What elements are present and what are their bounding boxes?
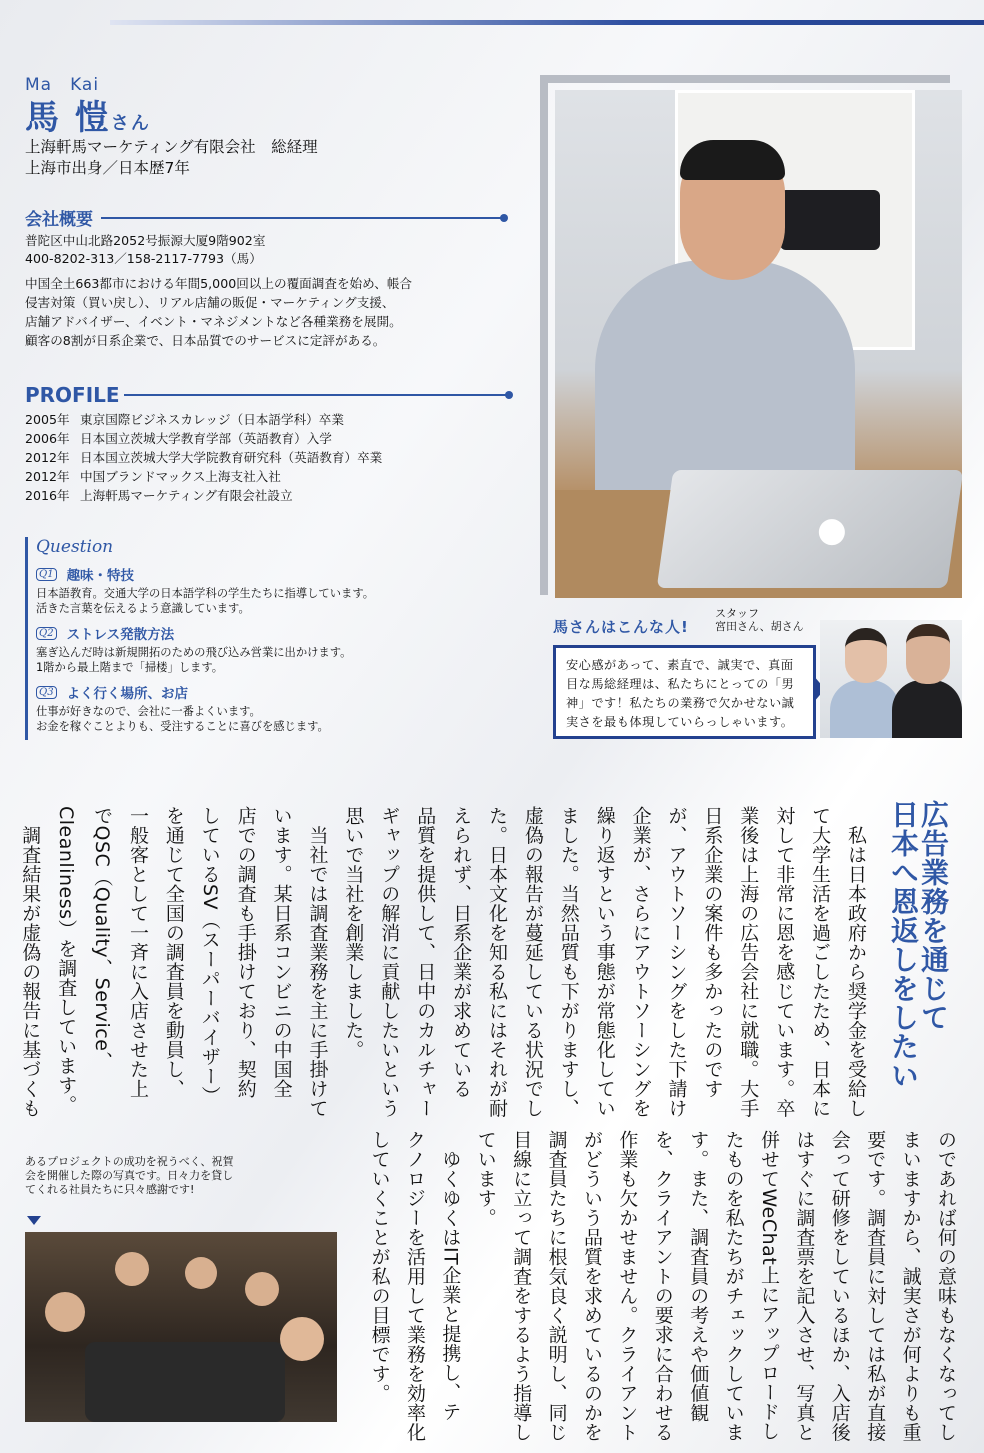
staff-1-face (845, 628, 887, 683)
company-heading (25, 205, 505, 230)
guest (245, 1272, 279, 1306)
question-title-text: よく行く場所、お店 (66, 686, 189, 702)
question-number: Q2 (36, 627, 57, 640)
article-column: 私は日本政府から奨学金を受給し (845, 806, 867, 1118)
guest (280, 1317, 324, 1361)
question-answer (36, 587, 495, 616)
article-column: 調査員たちに根気良く説明し、同じ (545, 1130, 568, 1442)
profile-row (25, 448, 382, 467)
guest (115, 1252, 149, 1286)
profile-text: 東京国際ビジネスカレッジ（日本語学科）卒業 (80, 412, 344, 427)
staff-heading: 馬さんはこんな人! (553, 618, 689, 636)
profile-heading-text: PROFILE (25, 383, 120, 407)
article-column: 目線に立って調査をするよう指導し (510, 1130, 533, 1442)
staff-1-body (830, 680, 900, 738)
answer-line: お金を稼ぐことよりも、受注することに喜びを感じます。 (36, 719, 329, 733)
profile-heading (25, 383, 510, 407)
article-column: た。日本文化を知る私にはそれが耐 (486, 806, 508, 1118)
question-number: Q1 (36, 568, 57, 581)
profile-year: 2016年 (25, 488, 70, 503)
article-column: クノロジーを活用して業務を効率化 (404, 1130, 426, 1442)
answer-line: 1階から最上階まで「掃楼」します。 (36, 660, 224, 674)
article-column: す。また、調査員の考えや価値観 (687, 1130, 710, 1423)
name-kanji-text: 馬 愷 (25, 98, 111, 138)
guest (45, 1292, 85, 1332)
article-column: います。某日系コンビニの中国全 (270, 806, 293, 1099)
question-title-text: ストレス発散方法 (66, 627, 175, 643)
question-number: Q3 (36, 686, 57, 699)
person-hair (680, 140, 785, 180)
top-rule (110, 20, 984, 25)
article-column: が、アウトソーシングをした下請け (665, 806, 688, 1118)
answer-line: 仕事が好きなので、会社に一番よくいます。 (36, 705, 261, 718)
article-column: 繰り返すという事態が常態化してい (593, 806, 616, 1118)
answer-line: 活きた言葉を伝えるよう意識しています。 (36, 601, 250, 615)
company-address: 普陀区中山北路2052号振源大厦9階902室 (25, 233, 266, 248)
article-column: 作業も欠かせません。クライアント (616, 1130, 639, 1442)
article-column: ギャップの解消に貢献したいという (378, 806, 401, 1118)
article-column: 業後は上海の広告会社に就職。大手 (737, 806, 760, 1118)
article-column: 一般客として一斉に入店させた上 (127, 806, 149, 1099)
company-description (25, 274, 412, 350)
profile-year: 2012年 (25, 450, 70, 465)
article-column: がどういう品質を求めているのかを (581, 1130, 603, 1442)
profile-text: 中国ブランドマックス上海支社入社 (80, 469, 281, 484)
article-column: 日系企業の案件も多かったのです (701, 806, 724, 1099)
origin: 上海市出身／日本歴7年 (25, 159, 190, 177)
article-column: えられず、日系企業が求めている (450, 806, 473, 1099)
staff-comment-bubble: 安心感があって、素直で、誠実で、真面目な馬総経理は、私たちにとっての「男神」です！私たちの業務で欠かせない誠実さを最も体現していらっしゃいます。 (553, 645, 816, 739)
profile-year: 2005年 (25, 412, 70, 427)
heading-rule (101, 217, 505, 219)
profile-list (25, 410, 382, 505)
company-phone: 400-8202-313／158-2117-7793（馬） (25, 251, 262, 266)
table (85, 1342, 285, 1422)
question-heading: Question (36, 537, 114, 557)
staff-2-body (892, 680, 962, 738)
article-column: Cleanliness）を調査しています。 (55, 806, 78, 1115)
answer-line: 日本語教育。交通大学の日本語学科の学生たちに指導しています。 (36, 587, 375, 600)
desc-line: 中国全土663都市における年間5,000回以上の覆面調査を始め、帳合 (25, 276, 413, 291)
article-column: を、クライアントの要求に合わせる (651, 1130, 674, 1442)
staff-2-face (906, 624, 950, 684)
headline-line-2: 日本へ恩返しをしたい (887, 800, 920, 1090)
article-column: 対して非常に恩を感じています。卒 (773, 806, 796, 1118)
article-column: 企業が、さらにアウトソーシングを (629, 806, 652, 1118)
profile-row (25, 410, 382, 429)
article-column: ゆくゆくはIT企業と提携し、テ (439, 1130, 462, 1422)
staff-photo (820, 620, 962, 738)
article-column: 調査結果が虚偽の報告に基づくも (19, 806, 42, 1118)
article-column: ています。 (474, 1130, 497, 1228)
article-column: のであれば何の意味もなくなってし (935, 1130, 957, 1442)
headline-line-1: 広告業務を通じて (917, 800, 950, 1032)
profile-text: 上海軒馬マーケティング有限会社設立 (80, 488, 293, 503)
article-column: まいますから、誠実さが何よりも重 (899, 1130, 922, 1442)
laptop (657, 470, 962, 588)
caption-arrow-icon (27, 1216, 41, 1225)
article-column: 要です。調査員に対しては私が直接 (864, 1130, 887, 1442)
article-column: でQSC（Quality、Service、 (91, 806, 114, 1071)
question-title (36, 623, 495, 643)
portrait-photo (555, 90, 962, 598)
desc-line: 顧客の8割が日系企業で、日本品質でのサービスに定評がある。 (25, 333, 386, 348)
bag (780, 190, 880, 250)
profile-text: 日本国立茨城大学教育学部（英語教育）入学 (80, 431, 332, 446)
apple-logo-icon: ● (817, 510, 847, 550)
party-photo (25, 1232, 337, 1422)
heading-rule (124, 394, 510, 396)
article-column: しているSV（スーパーバイザー） (198, 806, 221, 1106)
profile-row (25, 486, 382, 505)
staff-label (715, 607, 804, 633)
question-title (36, 564, 495, 584)
profile-text: 日本国立茨城大学大学院教育研究科（英語教育）卒業 (80, 450, 383, 465)
question-title (36, 682, 495, 702)
question-title-text: 趣味・特技 (66, 568, 135, 584)
guest (185, 1257, 217, 1289)
profile-year: 2012年 (25, 469, 70, 484)
article-column: て大学生活を過ごしたため、日本に (809, 806, 832, 1118)
name-kanji (25, 90, 151, 139)
profile-year: 2006年 (25, 431, 70, 446)
article-column: 店での調査も手掛けており、契約 (234, 806, 257, 1099)
name-roman: Ma Kai (25, 75, 100, 95)
article-column: ました。当然品質も下がりますし、 (557, 806, 580, 1118)
article-column: 会って研修をしているほか、入店後 (828, 1130, 851, 1442)
company-title: 上海軒馬マーケティング有限会社 総経理 (25, 138, 318, 156)
article-column: 当社では調査業務を主に手掛けて (306, 806, 329, 1118)
desc-line: 侵害対策（買い戻し）、リアル店舗の販促・マーケティング支援、 (25, 295, 395, 310)
article-column: たものを私たちがチェックしていま (722, 1130, 745, 1442)
article-column: 併せてWeChat上にアップロードし (758, 1130, 780, 1441)
desc-line: 店舗アドバイザー、イベント・マネジメントなど各種業務を展開。 (25, 314, 402, 329)
staff-label-top: スタッフ (715, 607, 759, 620)
article-column: していくことが私の目標です。 (368, 1130, 391, 1403)
company-heading-text: 会社概要 (25, 210, 93, 230)
article-column: はすぐに調査票を記入させ、写真と (793, 1130, 816, 1442)
answer-line: 塞ぎ込んだ時は新規開拓のための飛び込み営業に出かけます。 (36, 646, 352, 659)
article-column: 虚偽の報告が蔓延している状況でし (521, 806, 544, 1118)
article-column: を通じて全国の調査員を動員し、 (162, 806, 185, 1099)
article-column: 思いで当社を創業しました。 (342, 806, 365, 1060)
staff-names: 宮田さん、胡さん (715, 620, 804, 633)
honorific: さん (110, 113, 151, 134)
profile-row (25, 467, 382, 486)
photo-caption: あるプロジェクトの成功を祝うべく、祝賀会を開催した際の写真です。日々力を貸してくれる社員たちに只々感謝です! (25, 1155, 234, 1196)
question-answer (36, 646, 495, 675)
article-column: 品質を提供して、日中のカルチャー (414, 806, 437, 1118)
profile-row (25, 429, 382, 448)
question-box (25, 537, 495, 740)
question-answer (36, 705, 495, 734)
